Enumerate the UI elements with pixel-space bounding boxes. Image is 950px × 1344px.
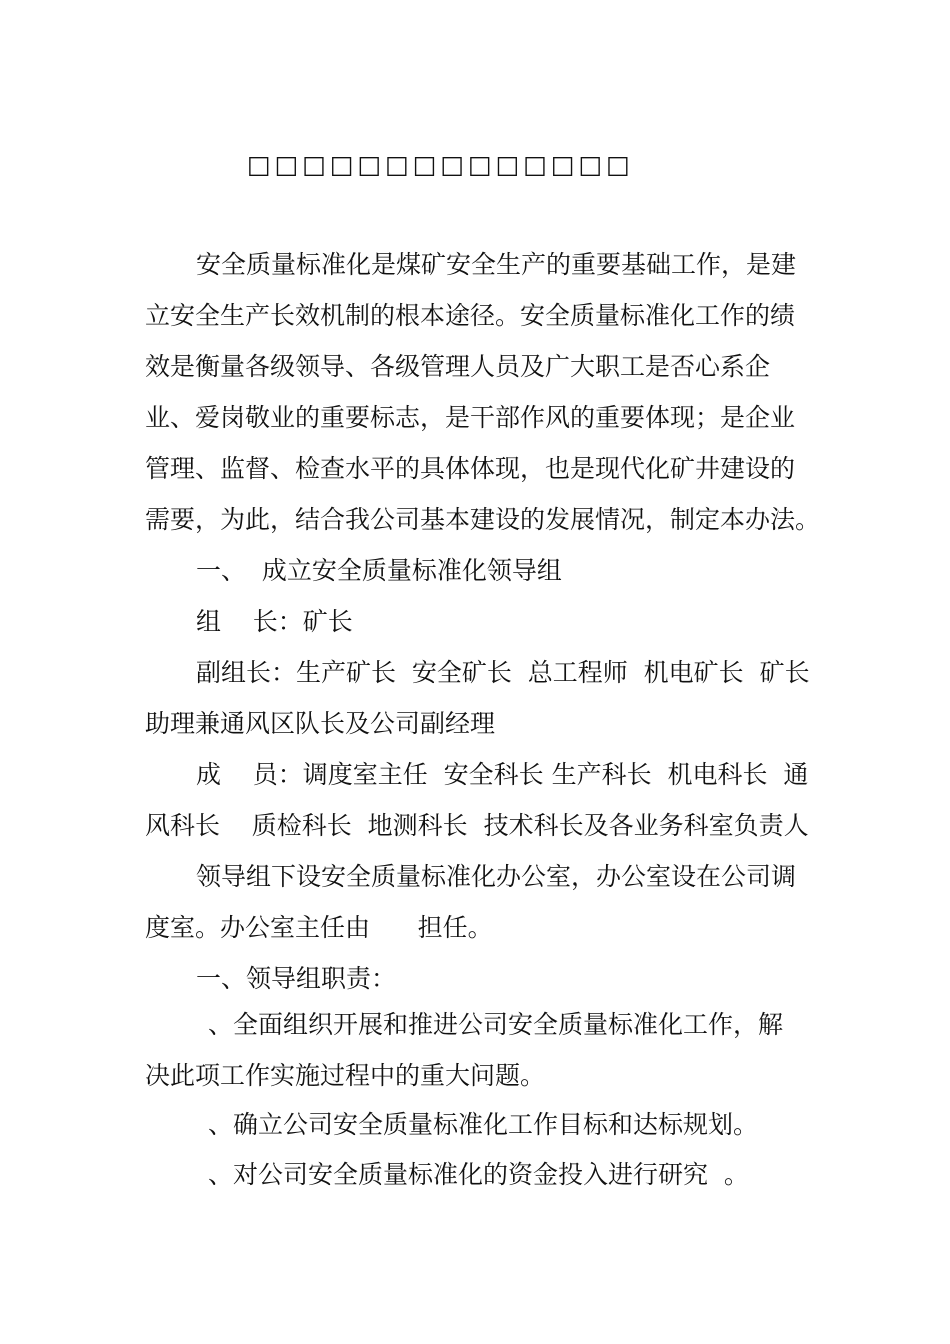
body-line: 度室。办公室主任由 担任。 (145, 913, 493, 942)
body-line: 管理、监督、检查水平的具体体现，也是现代化矿井建设的 (145, 454, 796, 483)
body-line: 业、爱岗敬业的重要标志，是干部作风的重要体现；是企业 (145, 403, 796, 432)
body-line: 组 长：矿长 (196, 607, 353, 636)
list-item: 、对公司安全质量标准化的资金投入进行研究 。 (208, 1160, 749, 1189)
body-line: 安全质量标准化是煤矿安全生产的重要基础工作，是建 (196, 250, 797, 279)
body-line: 效是衡量各级领导、各级管理人员及广大职工是否心系企 (145, 352, 771, 381)
body-line: 成 员：调度室主任 安全科长 生产科长 机电科长 通 (196, 760, 809, 789)
body-line: 副组长：生产矿长 安全矿长 总工程师 机电矿长 矿长 (196, 658, 810, 687)
body-line: 需要，为此，结合我公司基本建设的发展情况，制定本办法。 (145, 505, 821, 534)
list-item-continuation: 决此项工作实施过程中的重大问题。 (145, 1061, 546, 1090)
section-heading: 一、 成立安全质量标准化领导组 (196, 556, 562, 585)
body-line: 风科长 质检科长 地测科长 技术科长及各业务科室负责人 (145, 811, 809, 840)
body-line: 领导组下设安全质量标准化办公室，办公室设在公司调 (196, 862, 797, 891)
list-item: 、确立公司安全质量标准化工作目标和达标规划。 (208, 1110, 759, 1139)
body-line: 立安全生产长效机制的根本途径。安全质量标准化工作的绩 (145, 301, 796, 330)
document-title: □□□□□□□□□□□□□□ (247, 150, 634, 179)
section-heading: 一、领导组职责： (196, 964, 397, 993)
list-item: 、全面组织开展和推进公司安全质量标准化工作，解 (208, 1010, 784, 1039)
body-line: 助理兼通风区队长及公司副经理 (145, 709, 496, 738)
